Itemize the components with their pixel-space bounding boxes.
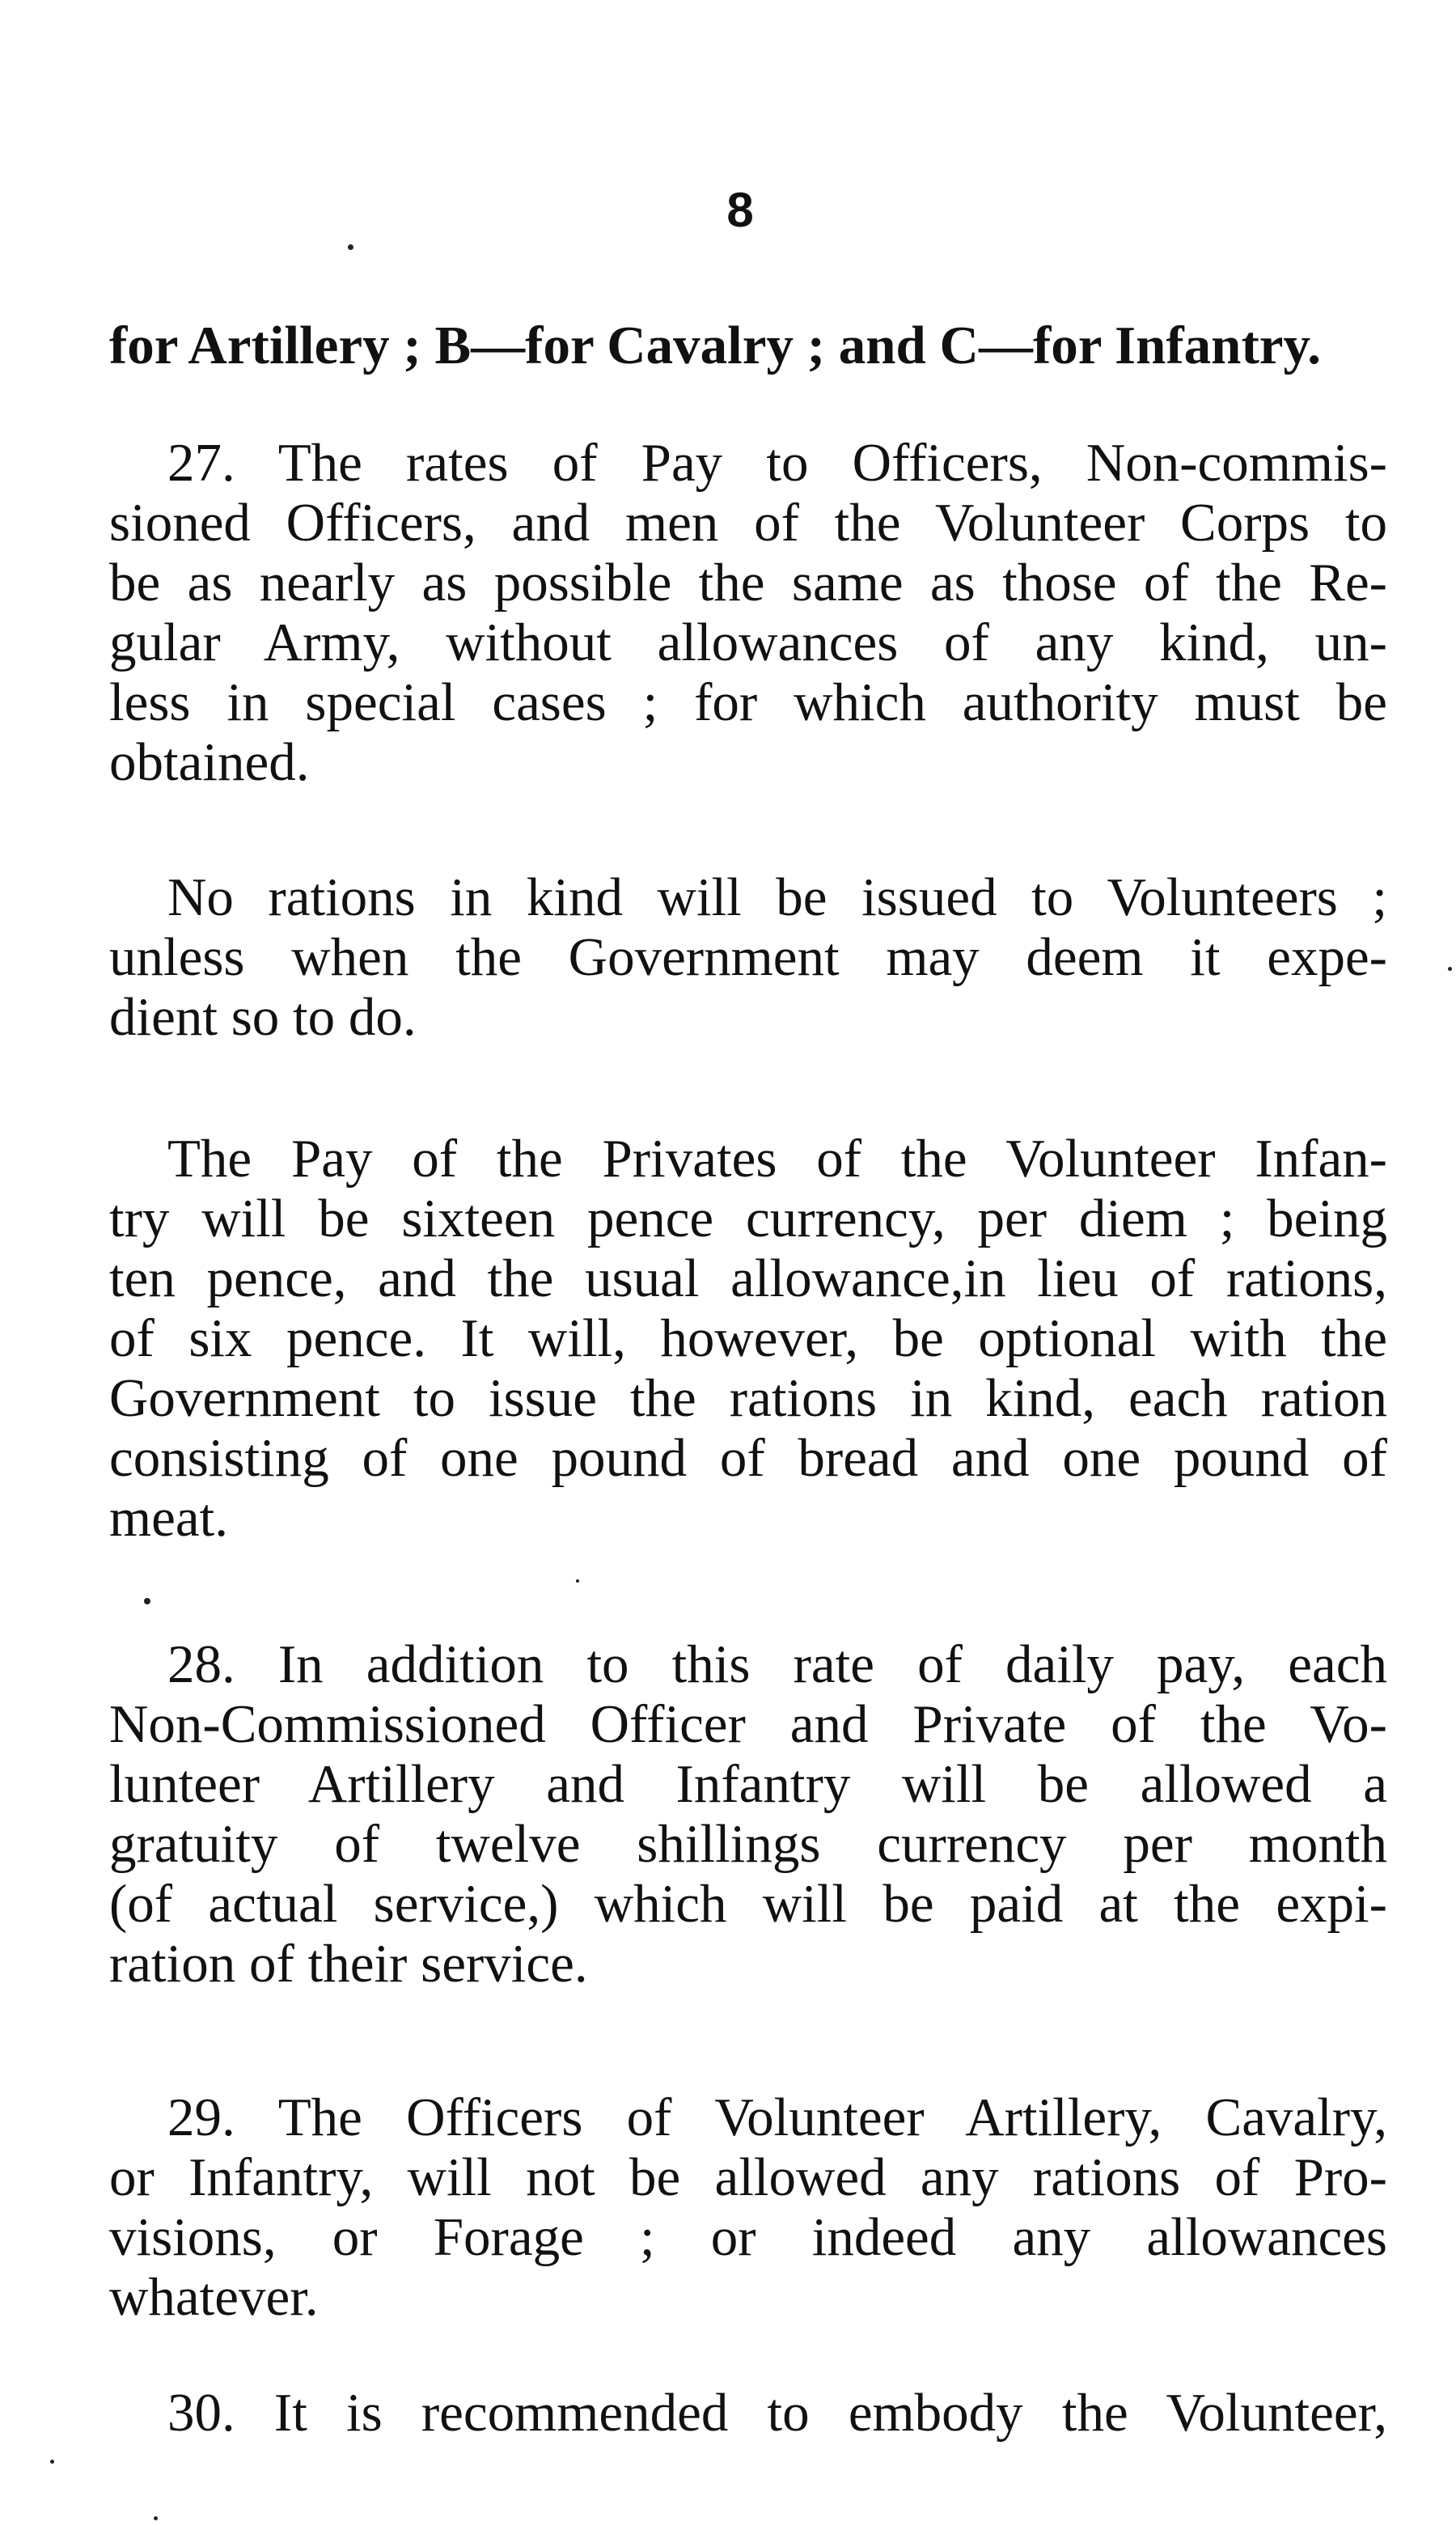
text-line: be as nearly as possible the same as those of the Re- bbox=[109, 553, 1387, 612]
text-line: or Infantry, will not be allowed any rations of Pro- bbox=[109, 2147, 1387, 2207]
page-number: 8 bbox=[726, 183, 754, 237]
text-line: unless when the Government may deem it expe- bbox=[109, 927, 1387, 987]
paragraph-section-29 bbox=[109, 2087, 1387, 2327]
text-line: of six pence. It will, however, be optional with the bbox=[109, 1308, 1387, 1368]
text-line: sioned Officers, and men of the Volunteer Corps to bbox=[109, 493, 1387, 553]
text-line: gratuity of twelve shillings currency per month bbox=[109, 1814, 1387, 1874]
text-line: gular Army, without allowances of any kind, un- bbox=[109, 612, 1387, 672]
text-line: whatever. bbox=[109, 2267, 319, 2327]
text-line: consisting of one pound of bread and one pound of bbox=[109, 1428, 1387, 1488]
paragraph-section-28 bbox=[109, 1634, 1387, 1994]
scan-speck bbox=[50, 2460, 54, 2464]
text-line: try will be sixteen pence currency, per diem ; being bbox=[109, 1189, 1387, 1248]
text-line: The Pay of the Privates of the Volunteer Infan- bbox=[167, 1129, 1387, 1189]
scan-speck bbox=[154, 2516, 158, 2520]
text-line: No rations in kind will be issued to Volunteers ; bbox=[167, 867, 1387, 927]
text-line: meat. bbox=[109, 1488, 228, 1548]
paragraph-pay-of-privates bbox=[109, 1129, 1387, 1548]
text-line: visions, or Forage ; or indeed any allowances bbox=[109, 2207, 1387, 2267]
text-line: 29. The Officers of Volunteer Artillery, Cavalry, bbox=[167, 2087, 1387, 2147]
text-line: ten pence, and the usual allowance,in lieu of rations, bbox=[109, 1248, 1387, 1308]
scan-speck bbox=[348, 244, 353, 250]
text-line: Government to issue the rations in kind, each ration bbox=[109, 1368, 1387, 1428]
text-line: for Artillery ; B—for Cavalry ; and C—for Infantry. bbox=[109, 316, 1322, 375]
paragraph-section-27 bbox=[109, 433, 1387, 792]
text-line: Non-Commissioned Officer and Private of the Vo- bbox=[109, 1694, 1387, 1754]
scan-speck bbox=[576, 1579, 579, 1583]
text-line: less in special cases ; for which authority must be bbox=[109, 672, 1387, 732]
paragraph-no-rations bbox=[109, 867, 1387, 1047]
scan-speck bbox=[1448, 967, 1452, 971]
text-line: 28. In addition to this rate of daily pay, each bbox=[167, 1634, 1387, 1694]
paragraph-continuation bbox=[109, 316, 1387, 375]
scan-speck bbox=[144, 1598, 150, 1604]
text-line: obtained. bbox=[109, 732, 310, 792]
text-line: 27. The rates of Pay to Officers, Non-commis- bbox=[167, 433, 1387, 493]
text-line: dient so to do. bbox=[109, 987, 417, 1047]
text-line: ration of their service. bbox=[109, 1934, 588, 1994]
text-line: lunteer Artillery and Infantry will be allowed a bbox=[109, 1754, 1387, 1814]
paragraph-section-30 bbox=[109, 2383, 1387, 2443]
text-line: (of actual service,) which will be paid at the expi- bbox=[109, 1874, 1387, 1934]
text-line: 30. It is recommended to embody the Volunteer, bbox=[167, 2383, 1387, 2443]
